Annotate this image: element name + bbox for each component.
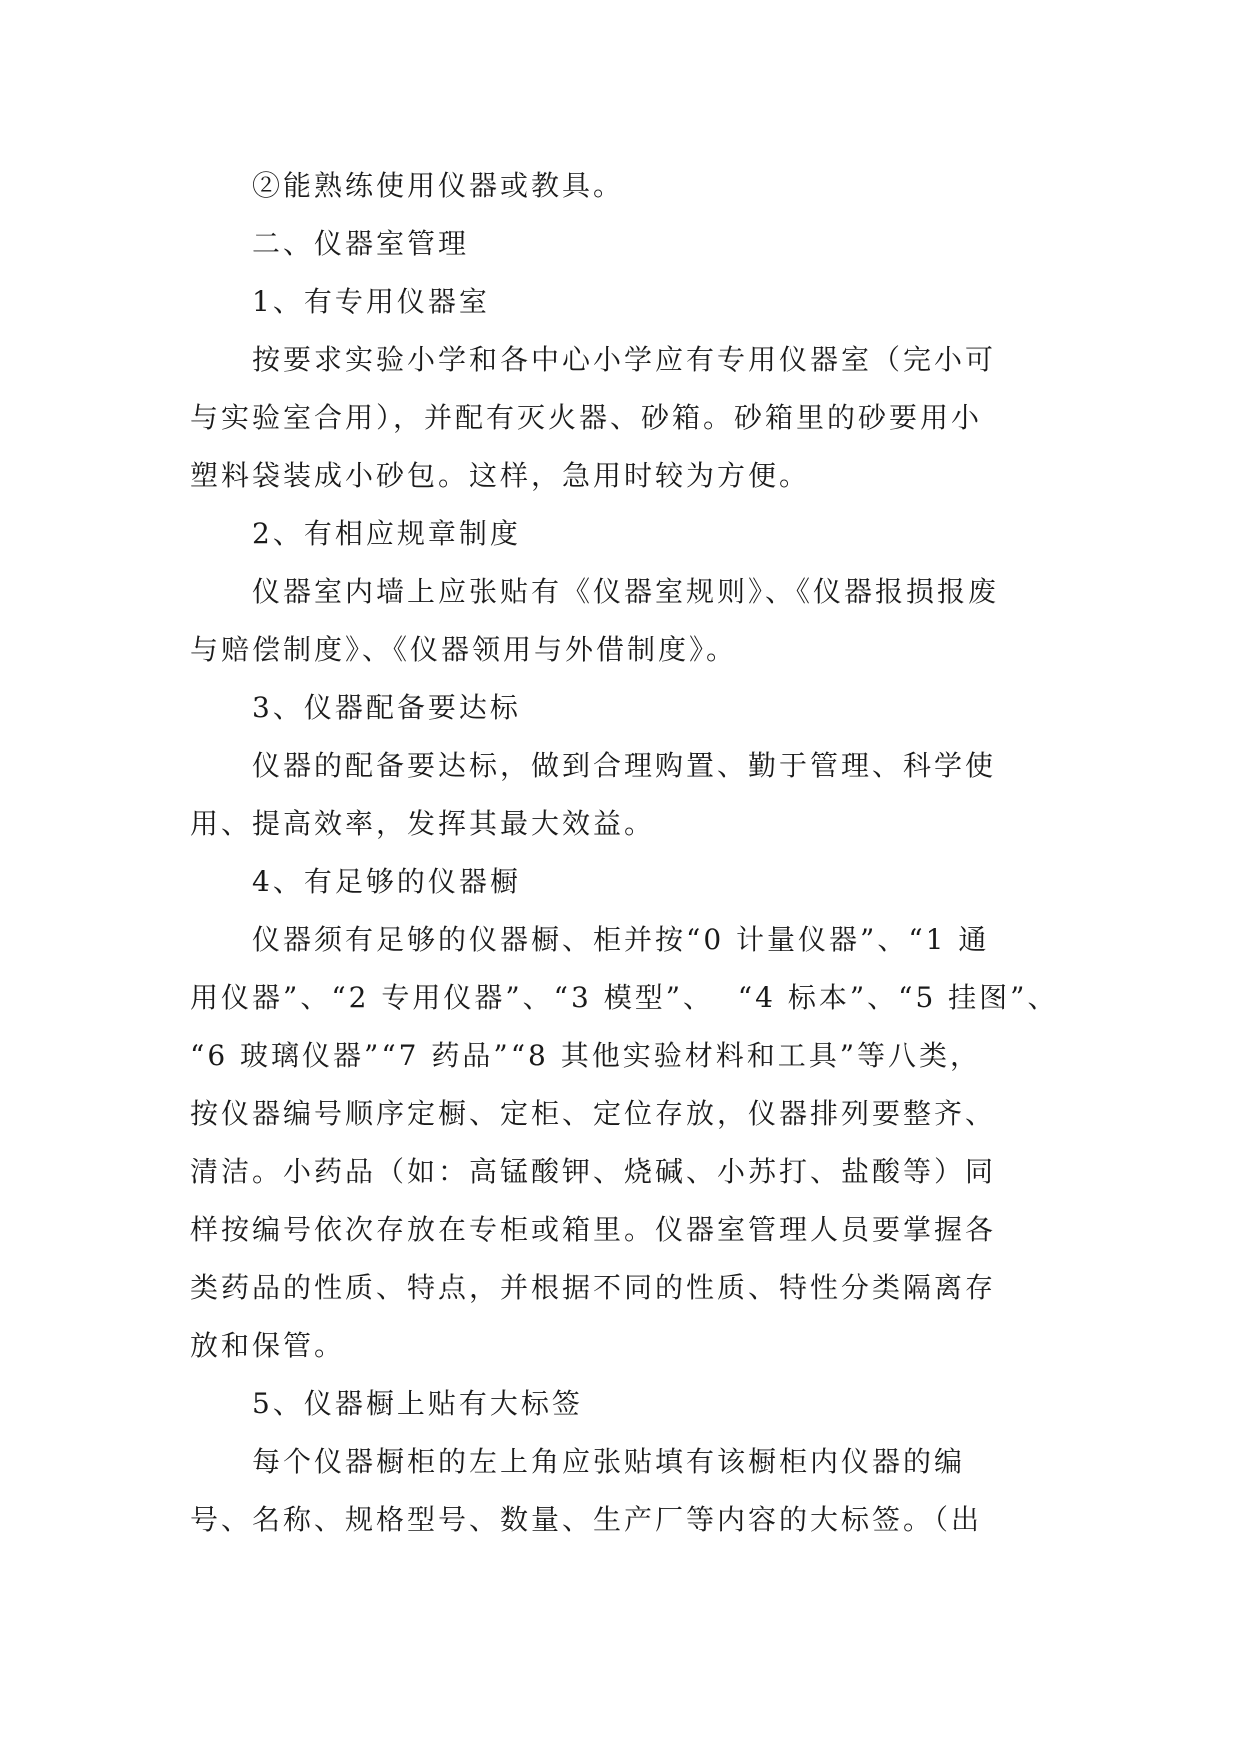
- text-line: 每个仪器橱柜的左上角应张贴填有该橱柜内仪器的编: [252, 1445, 966, 1478]
- text-line: 仪器的配备要达标，做到合理购置、勤于管理、科学使: [252, 749, 997, 782]
- text-line: 类药品的性质、特点，并根据不同的性质、特性分类隔离存: [190, 1271, 997, 1304]
- text-line: 按要求实验小学和各中心小学应有专用仪器室（完小可: [252, 343, 997, 376]
- text-line: ②能熟练使用仪器或教具。: [252, 169, 625, 202]
- text-line: 仪器须有足够的仪器橱、柜并按“0 计量仪器”、“1 通: [252, 923, 990, 956]
- text-line: 号、名称、规格型号、数量、生产厂等内容的大标签。（出: [190, 1503, 983, 1536]
- text-line: 样按编号依次存放在专柜或箱里。仪器室管理人员要掌握各: [190, 1213, 997, 1246]
- document-body: [190, 157, 1060, 1549]
- text-line: 与实验室合用），并配有灭火器、砂箱。砂箱里的砂要用小: [190, 401, 983, 434]
- text-line: 按仪器编号顺序定橱、定柜、定位存放，仪器排列要整齐、: [190, 1097, 997, 1130]
- subsection-heading: 1、有专用仪器室: [252, 285, 490, 318]
- text-line: 放和保管。: [190, 1329, 346, 1362]
- section-heading: 二、仪器室管理: [252, 227, 470, 260]
- text-line: 仪器室内墙上应张贴有《仪器室规则》、《仪器报损报废: [252, 575, 1000, 608]
- text-line: 用仪器”、“2 专用仪器”、“3 模型”、 “4 标本”、“5 挂图”、: [190, 981, 1059, 1014]
- text-line: 用、提高效率，发挥其最大效益。: [190, 807, 656, 840]
- text-line: 与赔偿制度》、《仪器领用与外借制度》。: [190, 633, 738, 666]
- subsection-heading: 3、仪器配备要达标: [252, 691, 521, 724]
- subsection-heading: 4、有足够的仪器橱: [252, 865, 521, 898]
- subsection-heading: 2、有相应规章制度: [252, 517, 521, 550]
- text-line: 塑料袋装成小砂包。这样，急用时较为方便。: [190, 459, 811, 492]
- subsection-heading: 5、仪器橱上贴有大标签: [252, 1387, 583, 1420]
- text-line: “6 玻璃仪器”“7 药品”“8 其他实验材料和工具”等八类，: [190, 1039, 982, 1072]
- text-line: 清洁。小药品（如：高锰酸钾、烧碱、小苏打、盐酸等）同: [190, 1155, 997, 1188]
